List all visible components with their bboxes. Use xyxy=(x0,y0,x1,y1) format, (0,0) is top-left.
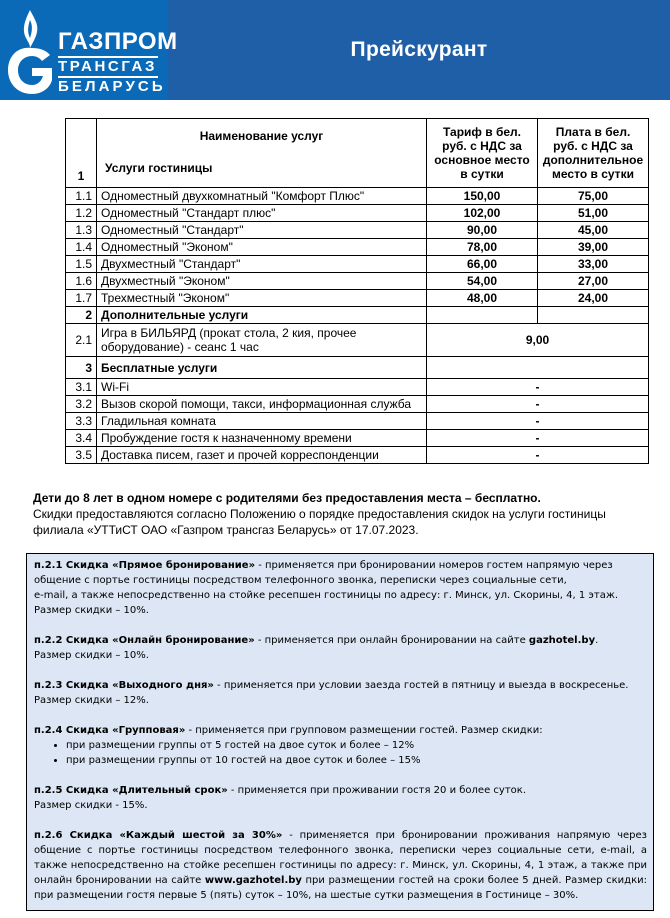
discount-text: - применяется при бронировании проживания напрямую через общение с портье гостиницы посредством телефонного звонка, переписки через социальные сети, e-mail, а также непосредственно на стойке ресепшен гостиницы по адресу: г. Минск, ул. Скорины, 4, 1 этаж, а также при онлайн бронировании на сайте xyxy=(34,830,647,886)
discount-text: . xyxy=(595,635,599,646)
discount-text: - применяется при онлайн бронировании на сайте xyxy=(254,635,529,646)
row-number: 3.2 xyxy=(66,396,97,413)
row-extra: 27,00 xyxy=(538,273,649,290)
discount-title: п.2.4 Скидка «Групповая» xyxy=(34,725,186,736)
table-row xyxy=(66,205,649,222)
row-number: 1.4 xyxy=(66,239,97,256)
table-row xyxy=(66,413,649,430)
section-number: 3 xyxy=(66,357,97,379)
header xyxy=(0,0,670,100)
row-extra: 39,00 xyxy=(538,239,649,256)
list-item: • при размещении группы от 5 гостей на двое суток и более – 12% xyxy=(66,738,647,753)
row-price: - xyxy=(427,413,649,430)
discount-size: Размер скидки – 10%. xyxy=(34,605,149,616)
row-number: 1.6 xyxy=(66,273,97,290)
row-name: Игра в БИЛЬЯРД (прокат стола, 2 кия, прочее оборудование) - сеанс 1 час xyxy=(97,324,427,357)
flame-g-logo-icon xyxy=(6,8,56,94)
logo-text-belarus: БЕЛАРУСЬ xyxy=(58,78,166,95)
table-row xyxy=(66,379,649,396)
column-header-extra: Плата в бел. руб. с НДС за дополнительное место в сутки xyxy=(538,119,649,188)
page-title: Прейскурант xyxy=(350,38,488,61)
section-title: Бесплатные услуги xyxy=(97,357,427,379)
row-number: 1.5 xyxy=(66,256,97,273)
row-name: Двухместный "Эконом" xyxy=(97,273,427,290)
empty-cell xyxy=(427,357,649,379)
row-number: 3.4 xyxy=(66,430,97,447)
row-extra: 33,00 xyxy=(538,256,649,273)
children-note: Дети до 8 лет в одном номере с родителями без предоставления места – бесплатно. xyxy=(33,491,541,505)
section-row xyxy=(66,357,649,379)
row-tariff: 150,00 xyxy=(427,188,538,205)
discount-text: при размещении гостей на сроки более 5 дней. Размер скидки: при размещении гостя первые 5 (пять) суток – 10%, на шестые сутки размещения в Гостинице – 30%. xyxy=(34,875,647,901)
row-price: - xyxy=(427,430,649,447)
site-link[interactable]: gazhotel.by xyxy=(528,635,596,646)
row-number: 3.1 xyxy=(66,379,97,396)
discount-title: п.2.1 Скидка «Прямое бронирование» xyxy=(34,560,256,571)
discount-text: - применяется при проживании гостя 20 и более суток. xyxy=(227,785,526,796)
notes xyxy=(33,490,653,538)
row-number: 1.3 xyxy=(66,222,97,239)
row-name: Wi-Fi xyxy=(97,379,427,396)
section-number: 2 xyxy=(66,307,97,324)
row-extra: 45,00 xyxy=(538,222,649,239)
list-item: • при размещении группы от 10 гостей на двое суток и более – 15% xyxy=(66,753,647,768)
discount-group xyxy=(34,723,647,738)
logo-text-gazprom: ГАЗПРОМ xyxy=(58,28,178,55)
row-name: Вызов скорой помощи, такси, информационная служба xyxy=(97,396,427,413)
discount-title: п.2.5 Скидка «Длительный срок» xyxy=(34,785,228,796)
empty-cell xyxy=(427,307,538,324)
discount-online xyxy=(34,633,647,648)
logo-text-transgaz: ТРАНСГАЗ xyxy=(58,58,157,75)
row-number: 1.7 xyxy=(66,290,97,307)
price-table xyxy=(65,118,649,464)
row-number: 3.5 xyxy=(66,447,97,464)
discount-weekend xyxy=(34,678,647,693)
discount-direct xyxy=(34,558,647,573)
discount-text: e-mail, а также непосредственно на стойке ресепшен гостиницы по адресу: г. Минск, ул. Скорины, 4, 1 этаж. xyxy=(34,590,619,601)
discount-title: п.2.2 Скидка «Онлайн бронирование» xyxy=(34,635,255,646)
title-bar xyxy=(168,0,670,100)
discount-long-stay xyxy=(34,783,647,798)
section-title: Дополнительные услуги xyxy=(97,307,427,324)
table-row xyxy=(66,447,649,464)
section-row xyxy=(66,307,649,324)
row-number: 2.1 xyxy=(66,324,97,357)
discount-size: Размер скидки – 12%. xyxy=(34,695,149,706)
row-name: Доставка писем, газет и прочей корреспонденции xyxy=(97,447,427,464)
row-extra: 24,00 xyxy=(538,290,649,307)
site-link[interactable]: www.gazhotel.by xyxy=(204,875,302,886)
discount-size: Размер скидки - 15%. xyxy=(34,800,148,811)
row-extra: 51,00 xyxy=(538,205,649,222)
table-row xyxy=(66,188,649,205)
row-number: 1.1 xyxy=(66,188,97,205)
row-name: Одноместный "Стандарт плюс" xyxy=(97,205,427,222)
row-number: 1.2 xyxy=(66,205,97,222)
discount-text: - применяется при групповом размещении гостей. Размер скидки: xyxy=(185,725,543,736)
row-number: 3.3 xyxy=(66,413,97,430)
table-row xyxy=(66,222,649,239)
discount-every-sixth xyxy=(34,828,647,903)
table-row xyxy=(66,256,649,273)
row-price: - xyxy=(427,379,649,396)
row-name: Одноместный "Стандарт" xyxy=(97,222,427,239)
section-number: 1 xyxy=(66,119,97,188)
table-row xyxy=(66,430,649,447)
row-price: - xyxy=(427,396,649,413)
row-tariff: 78,00 xyxy=(427,239,538,256)
discount-text: - применяется при условии заезда гостей в пятницу и выезда в воскресенье. xyxy=(213,680,629,691)
row-name: Двухместный "Стандарт" xyxy=(97,256,427,273)
discounts-box xyxy=(26,553,654,911)
row-name: Гладильная комната xyxy=(97,413,427,430)
row-tariff: 66,00 xyxy=(427,256,538,273)
table-row xyxy=(66,290,649,307)
discount-size: Размер скидки – 10%. xyxy=(34,650,149,661)
table-row xyxy=(66,273,649,290)
gazprom-logo xyxy=(0,0,178,100)
discount-title: п.2.6 Скидка «Каждый шестой за 30%» xyxy=(34,830,283,841)
empty-cell xyxy=(538,307,649,324)
group-discount-list xyxy=(34,738,647,768)
table-row xyxy=(66,324,649,357)
row-name: Одноместный двухкомнатный "Комфорт Плюс" xyxy=(97,188,427,205)
row-tariff: 48,00 xyxy=(427,290,538,307)
row-name: Одноместный "Эконом" xyxy=(97,239,427,256)
table-row xyxy=(66,396,649,413)
row-tariff: 90,00 xyxy=(427,222,538,239)
discount-text: общение с портье гостиницы посредством телефонного звонка, переписки через социальные сети, xyxy=(34,575,567,586)
discount-text: - применяется при бронировании номеров гостем напрямую через xyxy=(255,560,613,571)
row-price: 9,00 xyxy=(427,324,649,357)
row-extra: 75,00 xyxy=(538,188,649,205)
service-header-cell xyxy=(97,119,427,188)
column-header-tariff: Тариф в бел. руб. с НДС за основное место в сутки xyxy=(427,119,538,188)
row-tariff: 54,00 xyxy=(427,273,538,290)
discount-title: п.2.3 Скидка «Выходного дня» xyxy=(34,680,214,691)
row-name: Пробуждение гостя к назначенному времени xyxy=(97,430,427,447)
row-tariff: 102,00 xyxy=(427,205,538,222)
table-row xyxy=(66,239,649,256)
row-price: - xyxy=(427,447,649,464)
row-name: Трехместный "Эконом" xyxy=(97,290,427,307)
section-title: Услуги гостиницы xyxy=(105,161,213,175)
discounts-note: Скидки предоставляются согласно Положению о порядке предоставления скидок на услуги гостиницы филиала «УТТиСТ ОАО «Газпром трансгаз Беларусь» от 17.07.2023. xyxy=(33,507,606,537)
table-header-row xyxy=(66,119,649,188)
column-header-service: Наименование услуг xyxy=(199,129,324,143)
